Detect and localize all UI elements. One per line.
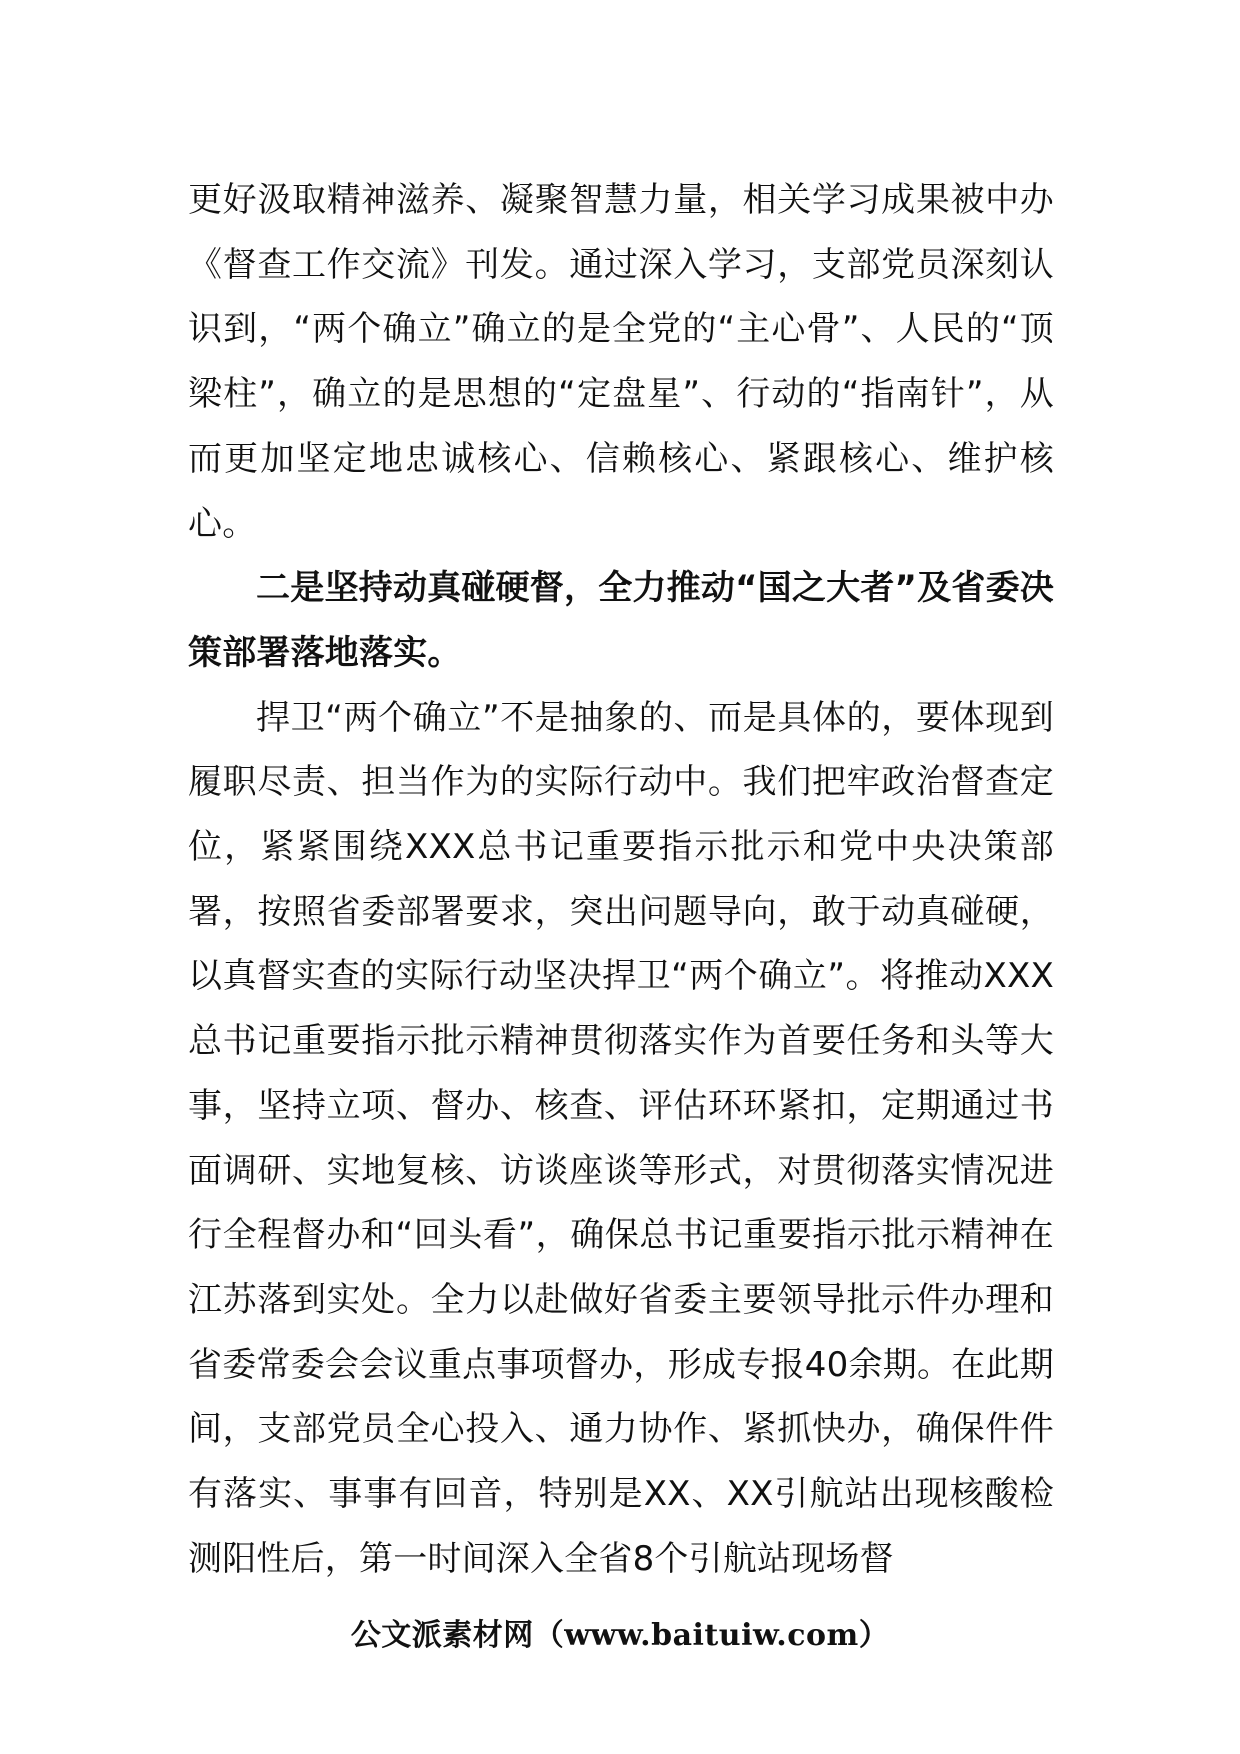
document-body: [188, 168, 1054, 1591]
paragraph-section-heading: 二是坚持动真碰硬督，全力推动“国之大者”及省委决策部署落地落实。: [188, 568, 1054, 673]
paragraph-supervision-details: 捍卫“两个确立”不是抽象的、而是具体的，要体现到履职尽责、担当作为的实际行动中。我们把牢政治督查定位，紧紧围绕XXX总书记重要指示批示和党中央决策部署，按照省委部署要求，突出问题导向，敢于动真碰硬，以真督实查的实际行动坚决捍卫“两个确立”。将推动XXX总书记重要指示批示精神贯彻落实作为首要任务和头等大事，坚持立项、督办、核查、评估环环紧扣，定期通过书面调研、实地复核、访谈座谈等形式，对贯彻落实情况进行全程督办和“回头看”，确保总书记重要指示批示精神在江苏落到实处。全力以赴做好省委主要领导批示件办理和省委常委会会议重点事项督办，形成专报40余期。在此期间，支部党员全心投入、通力协作、紧抓快办，确保件件有落实、事事有回音，特别是XX、XX引航站出现核酸检测阳性后，第一时间深入全省8个引航站现场督: [188, 697, 1054, 1579]
source-watermark-footer: 公文派素材网（www.baituiw.com）: [350, 1618, 890, 1653]
paragraph-study-results: 更好汲取精神滋养、凝聚智慧力量，相关学习成果被中办《督查工作交流》刊发。通过深入学习，支部党员深刻认识到，“两个确立”确立的是全党的“主心骨”、人民的“顶梁柱”，确立的是思想的“定盘星”、行动的“指南针”，从而更加坚定地忠诚核心、信赖核心、紧跟核心、维护核心。: [188, 180, 1054, 544]
